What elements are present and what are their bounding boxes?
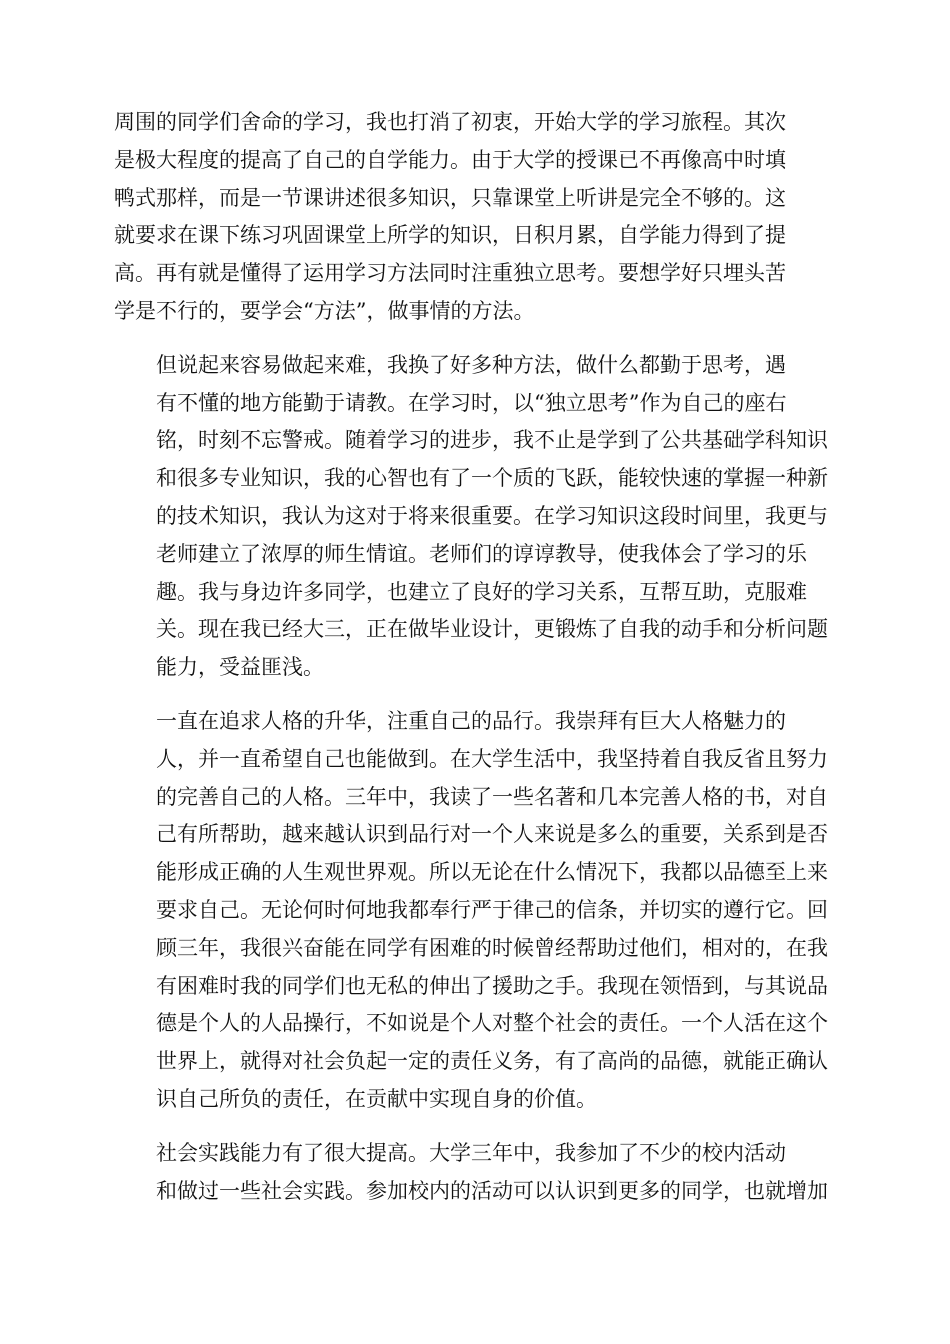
text-line: 一直在追求人格的升华，注重自己的品行。我崇拜有巨大人格魅力的: [156, 708, 786, 733]
text-line: 老师建立了浓厚的师生情谊。老师们的谆谆教导，使我体会了学习的乐: [156, 541, 807, 566]
document-body: [114, 104, 836, 1210]
text-line: 的技术知识，我认为这对于将来很重要。在学习知识这段时间里，我更与: [156, 503, 828, 528]
text-line: 要求自己。无论何时何地我都奉行严于律己的信条，并切实的遵行它。回: [156, 897, 828, 922]
text-line: 德是个人的人品操行，不如说是个人对整个社会的责任。一个人活在这个: [156, 1011, 828, 1036]
text-line: 能力，受益匪浅。: [156, 655, 324, 680]
text-line: 但说起来容易做起来难，我换了好多种方法，做什么都勤于思考，遇: [156, 352, 786, 377]
text-line: 是极大程度的提高了自己的自学能力。由于大学的授课已不再像高中时填: [114, 147, 786, 172]
text-line: 周围的同学们舍命的学习，我也打消了初衷，开始大学的学习旅程。其次: [114, 110, 786, 134]
text-line: 就要求在课下练习巩固课堂上所学的知识，日积月累，自学能力得到了提: [114, 223, 786, 248]
paragraph-character: [114, 703, 836, 1119]
text-line: 和很多专业知识，我的心智也有了一个质的飞跃，能较快速的掌握一种新: [156, 466, 828, 491]
text-line: 人，并一直希望自己也能做到。在大学生活中，我坚持着自我反省且努力: [156, 746, 828, 771]
paragraph-learning-methods: [114, 347, 836, 687]
text-line: 学是不行的，要学会“方法”，做事情的方法。: [114, 298, 535, 323]
text-line: 趣。我与身边许多同学，也建立了良好的学习关系，互帮互助，克服难: [156, 579, 807, 604]
text-line: 和做过一些社会实践。参加校内的活动可以认识到更多的同学，也就增加: [156, 1178, 828, 1203]
text-line: 高。再有就是懂得了运用学习方法同时注重独立思考。要想学好只埋头苦: [114, 261, 786, 286]
text-line: 社会实践能力有了很大提高。大学三年中，我参加了不少的校内活动: [156, 1140, 786, 1165]
text-line: 世界上，就得对社会负起一定的责任义务，有了高尚的品德，就能正确认: [156, 1049, 828, 1074]
text-line: 己有所帮助，越来越认识到品行对一个人来说是多么的重要，关系到是否: [156, 822, 828, 847]
paragraph-social-practice: [114, 1135, 836, 1211]
text-line: 能形成正确的人生观世界观。所以无论在什么情况下，我都以品德至上来: [156, 860, 828, 885]
text-line: 有困难时我的同学们也无私的伸出了援助之手。我现在领悟到，与其说品: [156, 973, 828, 998]
text-line: 识自己所负的责任，在贡献中实现自身的价值。: [156, 1086, 597, 1111]
text-line: 有不懂的地方能勤于请教。在学习时，以“独立思考”作为自己的座右: [156, 390, 787, 415]
text-line: 的完善自己的人格。三年中，我读了一些名著和几本完善人格的书，对自: [156, 784, 828, 809]
text-line: 铭，时刻不忘警戒。随着学习的进步，我不止是学到了公共基础学科知识: [156, 428, 828, 453]
text-line: 关。现在我已经大三，正在做毕业设计，更锻炼了自我的动手和分析问题: [156, 617, 828, 642]
text-line: 顾三年，我很兴奋能在同学有困难的时候曾经帮助过他们，相对的，在我: [156, 935, 828, 960]
text-line: 鸭式那样，而是一节课讲述很多知识，只靠课堂上听讲是完全不够的。这: [114, 185, 786, 210]
paragraph-study-ability: [114, 104, 836, 331]
